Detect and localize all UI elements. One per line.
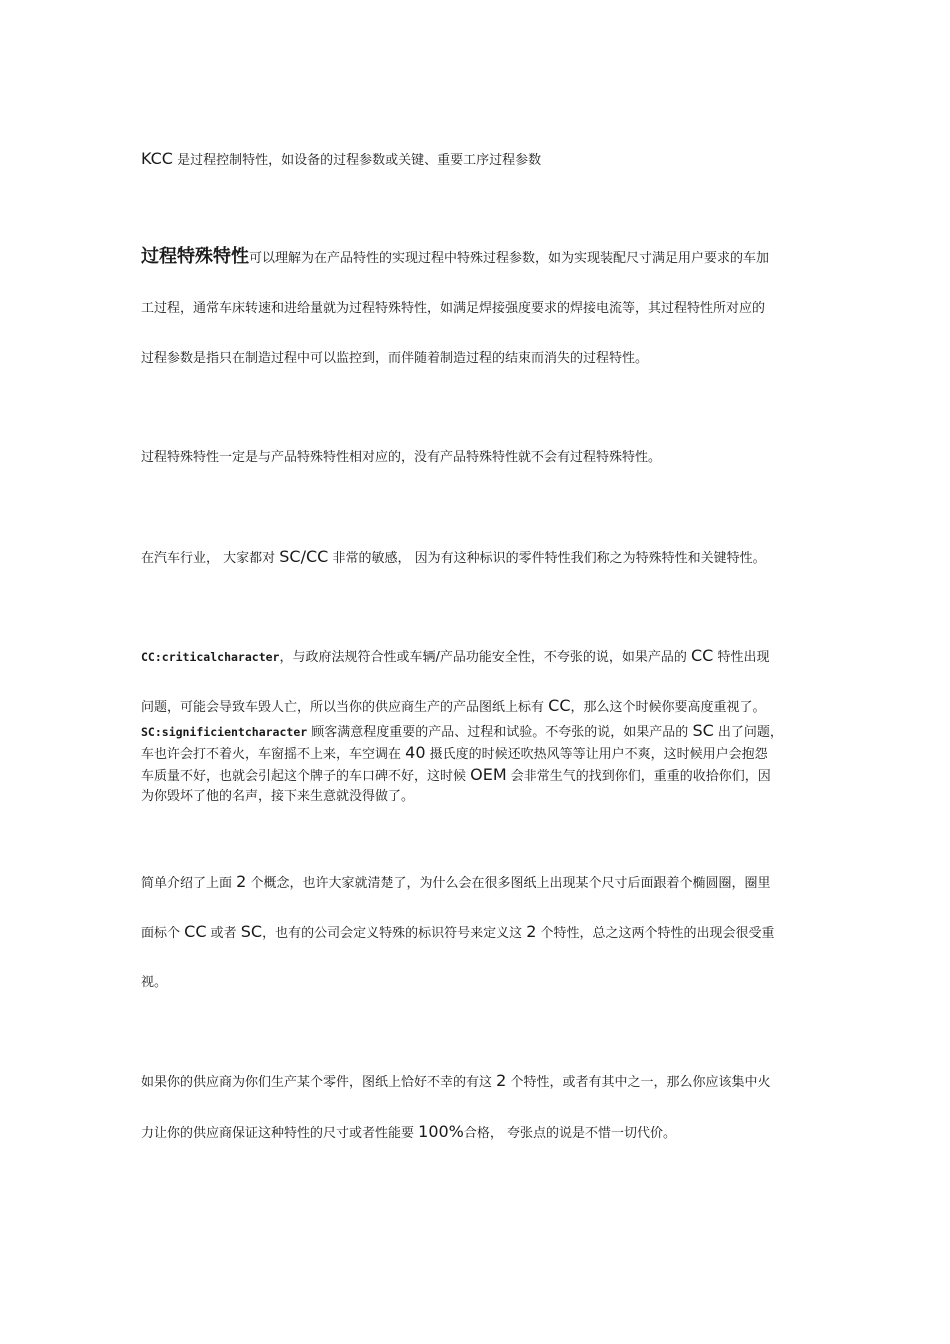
process-special-line-1-text: 可以理解为在产品特性的实现过程中特殊过程参数，如为实现装配尺寸满足用户要求的车加 (249, 251, 770, 266)
auto-text-a: 在汽车行业， 大家都对 (141, 551, 280, 566)
auto-sccc: SC/CC (279, 547, 329, 566)
correspond-paragraph: 过程特殊特性一定是与产品特殊特性相对应的，没有产品特殊特性就不会有过程特殊特性。 (141, 450, 662, 465)
summary-2a: 面标个 (141, 926, 185, 941)
cc-line-2a: 问题，可能会导致车毁人亡，所以当你的供应商生产的产品图纸上标有 (141, 700, 549, 715)
cc-line-2 (141, 697, 811, 716)
supplier-2a: 力让你的供应商保证这种特性的尺寸或者性能要 (141, 1126, 419, 1141)
summary-1a: 简单介绍了上面 (141, 876, 237, 891)
process-special-line-2: 工过程，通常车床转速和进给量就为过程特殊特性，如满足焊接强度要求的焊接电流等，其过程特性所对应的 (141, 301, 766, 316)
sc-abbr: SC (692, 721, 714, 740)
process-special-heading: 过程特殊特性 (141, 246, 249, 267)
sc-line-1 (141, 721, 811, 743)
sc-line-2a: 车也许会打不着火，车窗摇不上来，车空调在 (141, 747, 406, 762)
supplier-line-2 (141, 1123, 811, 1142)
summary-1c: 个概念，也许大家就清楚了，为什么会在很多图纸上出现某个尺寸后面跟着个椭圆圈，圈里 (246, 876, 771, 891)
supplier-2c: 合格， 夸张点的说是不惜一切代价。 (463, 1126, 677, 1141)
supplier-2b: 100% (418, 1122, 464, 1141)
sc-text-c: 出了问题， (713, 725, 783, 740)
summary-line-2 (141, 923, 811, 942)
cc-abbr: CC (691, 646, 714, 665)
process-special-line-1 (141, 248, 811, 267)
kcc-text: 是过程控制特性，如设备的过程参数或关键、重要工序过程参数 (172, 153, 542, 168)
sc-text-a: 顾客满意程度重要的产品、过程和试验。不夸张的说，如果产品的 (307, 725, 693, 740)
auto-text-c: 非常的敏感， 因为有这种标识的零件特性我们称之为特殊特性和关键特性。 (328, 551, 766, 566)
kcc-paragraph (141, 150, 811, 169)
cc-term: CC:criticalcharacter (141, 650, 280, 664)
sc-line-2c: 摄氏度的时候还吹热风等等让用户不爽，这时候用户会抱怨 (425, 747, 768, 762)
sc-line-4: 为你毁坏了他的名声，接下来生意就没得做了。 (141, 789, 415, 804)
kcc-term: KCC (141, 149, 173, 168)
supplier-line-1 (141, 1072, 811, 1091)
summary-2f: 2 (526, 922, 537, 941)
supplier-1b: 2 (496, 1071, 507, 1090)
summary-1b: 2 (236, 872, 247, 891)
cc-line-2-abbr: CC (548, 696, 571, 715)
supplier-1c: 个特性，或者有其中之一，那么你应该集中火 (506, 1075, 771, 1090)
summary-2g: 个特性，总之这两个特性的出现会很受重 (536, 926, 775, 941)
summary-2b: CC (184, 922, 207, 941)
supplier-1a: 如果你的供应商为你们生产某个零件，图纸上恰好不幸的有这 (141, 1075, 497, 1090)
sc-line-3c: 会非常生气的找到你们，重重的收拾你们，因 (506, 769, 771, 784)
summary-2c: 或者 (206, 926, 241, 941)
summary-line-3: 视。 (141, 975, 168, 990)
sc-paragraph (141, 721, 811, 807)
cc-text-c: 特性出现 (713, 650, 770, 665)
cc-line-1 (141, 647, 811, 666)
cc-line-2c: ，那么这个时候你要高度重视了。 (570, 700, 766, 715)
sc-line-2 (141, 743, 811, 765)
sc-term: SC:significientcharacter (141, 725, 308, 739)
sc-temp: 40 (405, 743, 426, 762)
summary-line-1 (141, 873, 811, 892)
auto-industry-paragraph (141, 548, 811, 567)
summary-2d: SC (240, 922, 263, 941)
cc-text-a: ，与政府法规符合性或车辆/产品功能安全性，不夸张的说，如果产品的 (279, 650, 691, 665)
sc-line-3 (141, 765, 811, 787)
sc-line-3a: 车质量不好，也就会引起这个牌子的车口碑不好，这时候 (141, 769, 471, 784)
process-special-line-3: 过程参数是指只在制造过程中可以监控到，而伴随着制造过程的结束而消失的过程特性。 (141, 351, 649, 366)
summary-2e: ，也有的公司会定义特殊的标识符号来定义这 (262, 926, 527, 941)
sc-oem: OEM (470, 765, 507, 784)
